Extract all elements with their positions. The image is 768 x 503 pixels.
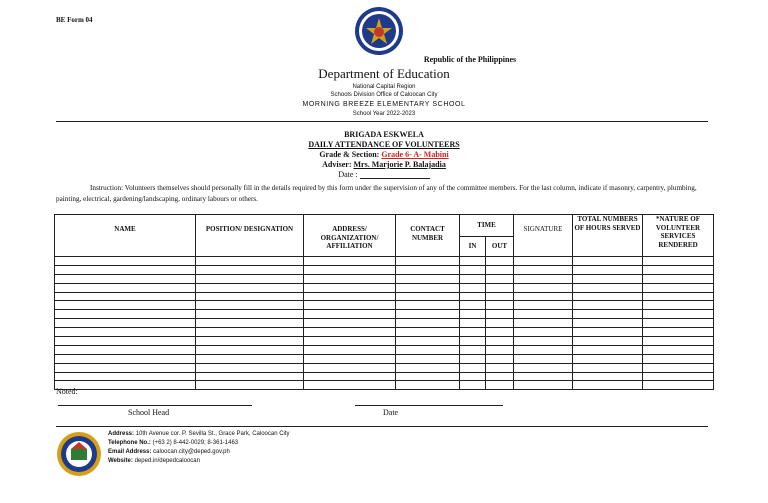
table-cell[interactable] — [643, 354, 714, 363]
table-cell[interactable] — [460, 265, 486, 274]
adviser-line — [0, 160, 768, 169]
program-title: BRIGADA ESKWELA — [344, 130, 424, 139]
table-cell[interactable] — [55, 345, 196, 354]
table-cell[interactable] — [514, 345, 573, 354]
table-cell[interactable] — [196, 345, 304, 354]
table-cell[interactable] — [196, 292, 304, 301]
table-cell[interactable] — [514, 354, 573, 363]
table-cell[interactable] — [460, 319, 486, 328]
table-cell[interactable] — [514, 301, 573, 310]
table-cell[interactable] — [55, 354, 196, 363]
table-cell[interactable] — [55, 310, 196, 319]
table-cell[interactable] — [460, 337, 486, 346]
division-line: Schools Division Office of Caloocan City — [330, 92, 438, 98]
table-cell[interactable] — [643, 292, 714, 301]
table-cell[interactable] — [514, 337, 573, 346]
table-cell[interactable] — [196, 372, 304, 381]
table-cell[interactable] — [573, 283, 643, 292]
table-cell[interactable] — [304, 381, 396, 390]
table-cell[interactable] — [396, 345, 460, 354]
table-cell[interactable] — [55, 257, 196, 266]
table-row — [55, 257, 714, 266]
table-cell[interactable] — [196, 328, 304, 337]
header-contact: CONTACT NUMBER — [396, 215, 460, 257]
table-row — [55, 345, 714, 354]
table-cell[interactable] — [486, 363, 514, 372]
table-cell[interactable] — [196, 381, 304, 390]
table-cell[interactable] — [643, 337, 714, 346]
date-line — [0, 170, 768, 179]
adviser-label: Adviser: — [322, 160, 352, 169]
table-cell[interactable] — [304, 257, 396, 266]
table-cell[interactable] — [486, 354, 514, 363]
table-cell[interactable] — [486, 301, 514, 310]
form-title: DAILY ATTENDANCE OF VOLUNTEERS — [308, 140, 460, 149]
table-cell[interactable] — [486, 283, 514, 292]
table-cell[interactable] — [573, 274, 643, 283]
address-value: 10th Avenue cor. P. Sevilla St., Grace Park, Caloocan City — [135, 431, 290, 437]
table-cell[interactable] — [486, 337, 514, 346]
table-row — [55, 363, 714, 372]
table-cell[interactable] — [573, 257, 643, 266]
header-hours: TOTAL NUMBERS OF HOURS SERVED — [573, 215, 643, 257]
footer-telephone — [108, 440, 238, 446]
table-cell[interactable] — [304, 274, 396, 283]
table-cell[interactable] — [304, 292, 396, 301]
header-time-in: IN — [460, 237, 486, 257]
table-cell[interactable] — [396, 292, 460, 301]
table-cell[interactable] — [196, 363, 304, 372]
header-time-out: OUT — [486, 237, 514, 257]
table-cell[interactable] — [396, 363, 460, 372]
header-nature: *NATURE OF VOLUNTEER SERVICES RENDERED — [643, 215, 714, 257]
table-cell[interactable] — [304, 328, 396, 337]
table-cell[interactable] — [396, 372, 460, 381]
table-cell[interactable] — [460, 310, 486, 319]
footer-divider — [56, 426, 708, 427]
table-cell[interactable] — [514, 328, 573, 337]
table-cell[interactable] — [396, 319, 460, 328]
table-cell[interactable] — [573, 310, 643, 319]
table-cell[interactable] — [460, 328, 486, 337]
school-name: MORNING BREEZE ELEMENTARY SCHOOL — [302, 101, 466, 108]
table-cell[interactable] — [514, 310, 573, 319]
table-cell[interactable] — [643, 310, 714, 319]
email-label: Email Address: — [108, 449, 152, 455]
table-cell[interactable] — [573, 345, 643, 354]
attendance-table — [54, 214, 714, 390]
date-label: Date : — [338, 170, 358, 179]
header-signature: SIGNATURE — [514, 215, 573, 257]
region-line: National Capital Region — [352, 84, 416, 90]
table-cell[interactable] — [514, 292, 573, 301]
table-cell[interactable] — [304, 363, 396, 372]
website-label: Website: — [108, 458, 133, 464]
table-cell[interactable] — [573, 319, 643, 328]
table-cell[interactable] — [460, 354, 486, 363]
table-cell[interactable] — [486, 381, 514, 390]
table-cell[interactable] — [573, 301, 643, 310]
table-cell[interactable] — [304, 301, 396, 310]
table-cell[interactable] — [460, 292, 486, 301]
table-cell[interactable] — [460, 345, 486, 354]
header-name: NAME — [55, 215, 196, 257]
table-cell[interactable] — [514, 274, 573, 283]
table-cell[interactable] — [486, 319, 514, 328]
footer-website — [108, 458, 200, 464]
table-cell[interactable] — [514, 319, 573, 328]
website-value: deped.in/depedcaloocan — [134, 458, 200, 464]
table-cell[interactable] — [573, 265, 643, 274]
table-cell[interactable] — [55, 265, 196, 274]
address-label: Address: — [108, 431, 135, 437]
table-cell[interactable] — [196, 301, 304, 310]
table-cell[interactable] — [643, 328, 714, 337]
table-cell[interactable] — [304, 265, 396, 274]
instruction-text: Instruction: Volunteers themselves should personally fill in the details required by this form under the supervision of any of the committee members. For the last column, indicate if masonry, carpentry, plumbing, painting, electrical, gardening/landscaping, ordinary labours or others. — [56, 184, 697, 203]
table-cell[interactable] — [643, 301, 714, 310]
table-cell[interactable] — [486, 265, 514, 274]
table-cell[interactable] — [514, 265, 573, 274]
table-cell[interactable] — [304, 345, 396, 354]
table-cell[interactable] — [460, 283, 486, 292]
school-head-label: School Head — [128, 408, 170, 417]
table-row — [55, 354, 714, 363]
table-cell[interactable] — [514, 257, 573, 266]
grade-label: Grade & Section: — [319, 150, 380, 159]
table-cell[interactable] — [460, 363, 486, 372]
table-cell[interactable] — [643, 381, 714, 390]
table-row — [55, 301, 714, 310]
table-cell[interactable] — [486, 310, 514, 319]
table-cell[interactable] — [514, 381, 573, 390]
table-row — [55, 292, 714, 301]
school-year: School Year 2022-2023 — [352, 111, 416, 117]
table-row — [55, 319, 714, 328]
table-cell[interactable] — [643, 363, 714, 372]
department-name: Department of Education — [318, 66, 450, 81]
footer-email — [108, 449, 230, 455]
school-head-signature-line[interactable] — [58, 405, 252, 406]
table-cell[interactable] — [573, 292, 643, 301]
signoff-date-label: Date — [383, 408, 399, 417]
table-cell[interactable] — [486, 345, 514, 354]
email-value: caloocan.city@deped.gov.ph — [153, 449, 230, 455]
table-cell[interactable] — [573, 381, 643, 390]
table-cell[interactable] — [643, 265, 714, 274]
table-cell[interactable] — [460, 274, 486, 283]
table-cell[interactable] — [396, 283, 460, 292]
adviser-value: Mrs. Marjorie P. Balajadia — [353, 160, 446, 169]
table-cell[interactable] — [196, 274, 304, 283]
table-cell[interactable] — [396, 337, 460, 346]
header-divider — [56, 121, 708, 122]
table-cell[interactable] — [304, 310, 396, 319]
table-cell[interactable] — [486, 292, 514, 301]
table-cell[interactable] — [55, 283, 196, 292]
table-cell[interactable] — [573, 372, 643, 381]
table-cell[interactable] — [396, 354, 460, 363]
table-cell[interactable] — [196, 257, 304, 266]
table-cell[interactable] — [196, 265, 304, 274]
table-cell[interactable] — [486, 328, 514, 337]
date-field[interactable] — [360, 170, 430, 179]
table-cell[interactable] — [514, 283, 573, 292]
table-cell[interactable] — [643, 372, 714, 381]
grade-section-line — [0, 150, 768, 159]
table-cell[interactable] — [460, 372, 486, 381]
table-cell[interactable] — [55, 274, 196, 283]
table-cell[interactable] — [643, 345, 714, 354]
table-cell[interactable] — [396, 257, 460, 266]
table-cell[interactable] — [55, 337, 196, 346]
table-cell[interactable] — [304, 283, 396, 292]
table-cell[interactable] — [396, 274, 460, 283]
table-row — [55, 283, 714, 292]
table-cell[interactable] — [196, 283, 304, 292]
table-cell[interactable] — [396, 328, 460, 337]
table-row — [55, 381, 714, 390]
telephone-label: Telephone No.: — [108, 440, 151, 446]
division-seal-icon — [56, 431, 102, 477]
table-cell[interactable] — [196, 354, 304, 363]
table-cell[interactable] — [55, 363, 196, 372]
table-cell[interactable] — [486, 257, 514, 266]
table-cell[interactable] — [196, 319, 304, 328]
table-cell[interactable] — [55, 372, 196, 381]
footer-address — [108, 431, 290, 437]
table-row — [55, 274, 714, 283]
table-cell[interactable] — [460, 381, 486, 390]
table-cell[interactable] — [396, 381, 460, 390]
table-cell[interactable] — [196, 310, 304, 319]
header-position: POSITION/ DESIGNATION — [196, 215, 304, 257]
table-cell[interactable] — [396, 310, 460, 319]
table-row — [55, 265, 714, 274]
table-row — [55, 310, 714, 319]
table-cell[interactable] — [573, 363, 643, 372]
table-cell[interactable] — [196, 337, 304, 346]
table-cell[interactable] — [304, 337, 396, 346]
form-code: BE Form 04 — [56, 16, 93, 24]
deped-seal-icon — [354, 6, 404, 56]
noted-label: Noted: — [56, 387, 78, 396]
table-cell[interactable] — [643, 274, 714, 283]
header-address: ADDRESS/ ORGANIZATION/ AFFILIATION — [304, 215, 396, 257]
table-cell[interactable] — [460, 257, 486, 266]
signoff-date-line[interactable] — [355, 405, 503, 406]
grade-value: Grade 6- A- Mabini — [381, 150, 449, 159]
table-cell[interactable] — [304, 354, 396, 363]
republic-line: Republic of the Philippines — [423, 55, 517, 64]
table-cell[interactable] — [396, 265, 460, 274]
table-cell[interactable] — [643, 283, 714, 292]
table-cell[interactable] — [304, 372, 396, 381]
table-cell[interactable] — [486, 372, 514, 381]
table-cell[interactable] — [573, 328, 643, 337]
table-cell[interactable] — [55, 292, 196, 301]
table-cell[interactable] — [460, 301, 486, 310]
table-cell[interactable] — [486, 274, 514, 283]
table-cell[interactable] — [514, 363, 573, 372]
table-cell[interactable] — [573, 354, 643, 363]
table-cell[interactable] — [643, 319, 714, 328]
table-row — [55, 337, 714, 346]
table-cell[interactable] — [643, 257, 714, 266]
table-row — [55, 328, 714, 337]
table-cell[interactable] — [55, 319, 196, 328]
table-cell[interactable] — [55, 301, 196, 310]
table-cell[interactable] — [304, 319, 396, 328]
header-time: TIME — [460, 215, 514, 237]
table-cell[interactable] — [514, 372, 573, 381]
table-row — [55, 372, 714, 381]
table-cell[interactable] — [573, 337, 643, 346]
telephone-value: (+63 2) 8-442-0029; 8-361-1463 — [152, 440, 239, 446]
table-cell[interactable] — [55, 328, 196, 337]
table-cell[interactable] — [396, 301, 460, 310]
